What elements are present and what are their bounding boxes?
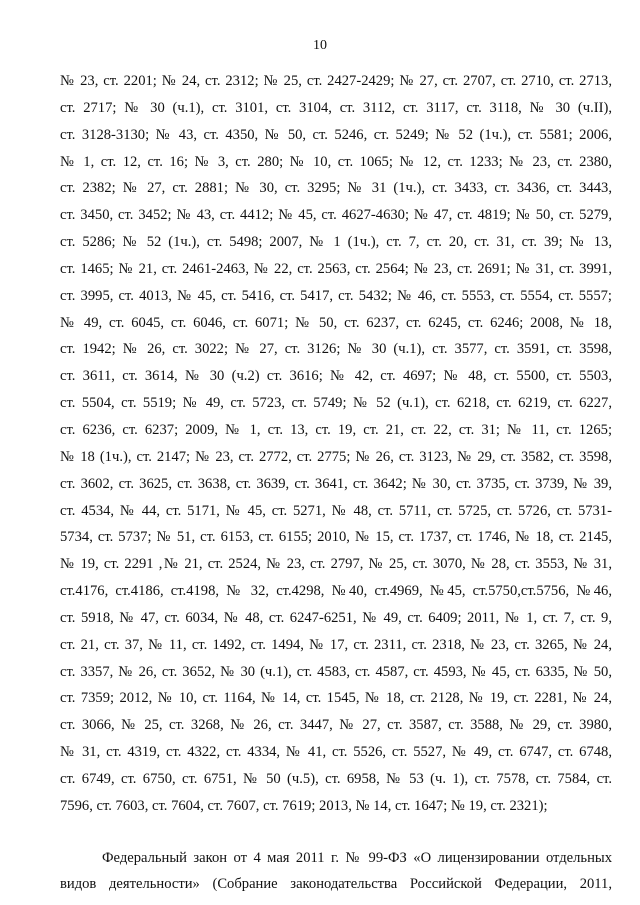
text-line: № 49, ст. 6045, ст. 6046, ст. 6071; № 50, ст. 6237, ст. 6245, ст. 6246; 2008, № 18,	[60, 314, 612, 331]
text-line: ст. 3611, ст. 3614, № 30 (ч.2) ст. 3616; № 42, ст. 4697; № 48, ст. 5500, ст. 5503,	[60, 368, 612, 385]
text-line: № 1, ст. 12, ст. 16; № 3, ст. 280; № 10, ст. 1065; № 12, ст. 1233; № 23, ст. 2380,	[60, 153, 612, 170]
text-line: ст. 21, ст. 37, № 11, ст. 1492, ст. 1494, № 17, ст. 2311, ст. 2318, № 23, ст. 3265, № 24,	[60, 636, 612, 653]
text-line: № 31, ст. 4319, ст. 4322, ст. 4334, № 41, ст. 5526, ст. 5527, № 49, ст. 6747, ст. 6748,	[60, 744, 612, 761]
text-line: ст. 2382; № 27, ст. 2881; № 30, ст. 3295; № 31 (1ч.), ст. 3433, ст. 3436, ст. 3443,	[60, 180, 612, 197]
text-line: ст. 4534, № 44, ст. 5171, № 45, ст. 5271, № 48, ст. 5711, ст. 5725, ст. 5726, ст. 5731-	[60, 502, 612, 519]
text-line: ст. 6749, ст. 6750, ст. 6751, № 50 (ч.5), ст. 6958, № 53 (ч. 1), ст. 7578, ст. 7584, ст.	[60, 770, 612, 787]
text-line: ст. 3066, № 25, ст. 3268, № 26, ст. 3447, № 27, ст. 3587, ст. 3588, № 29, ст. 3980,	[60, 717, 612, 734]
document-body	[60, 68, 612, 898]
text-line: ст. 5504, ст. 5519; № 49, ст. 5723, ст. 5749; № 52 (ч.1), ст. 6218, ст. 6219, ст. 6227,	[60, 395, 612, 412]
law-paragraph	[60, 845, 612, 899]
text-line: ст. 3357, № 26, ст. 3652, № 30 (ч.1), ст. 4583, ст. 4587, ст. 4593, № 45, ст. 6335, № 50,	[60, 663, 612, 680]
citation-paragraph	[60, 68, 612, 820]
text-line: № 18 (1ч.), ст. 2147; № 23, ст. 2772, ст. 2775; № 26, ст. 3123, № 29, ст. 3582, ст. 3598,	[60, 448, 612, 465]
text-line: ст. 1465; № 21, ст. 2461-2463, № 22, ст. 2563, ст. 2564; № 23, ст. 2691; № 31, ст. 3991,	[60, 260, 612, 277]
text-line: № 23, ст. 2201; № 24, ст. 2312; № 25, ст. 2427-2429; № 27, ст. 2707, ст. 2710, ст. 2713,	[60, 73, 612, 89]
text-line: ст. 2717; № 30 (ч.1), ст. 3101, ст. 3104, ст. 3112, ст. 3117, ст. 3118, № 30 (ч.II),	[60, 99, 612, 116]
text-line: Федеральный закон от 4 мая 2011 г. № 99-ФЗ «О лицензировании отдельных	[102, 849, 612, 866]
text-line: № 19, ст. 2291 ,№ 21, ст. 2524, № 23, ст. 2797, № 25, ст. 3070, № 28, ст. 3553, № 31,	[60, 556, 612, 573]
text-line: ст. 3602, ст. 3625, ст. 3638, ст. 3639, ст. 3641, ст. 3642; № 30, ст. 3735, ст. 3739, № 39,	[60, 475, 612, 492]
text-line: видов деятельности» (Собрание законодательства Российской Федерации, 2011,	[60, 876, 612, 893]
text-line: 5734, ст. 5737; № 51, ст. 6153, ст. 6155; 2010, № 15, ст. 1737, ст. 1746, № 18, ст. 2145,	[60, 529, 612, 546]
page-number: 10	[313, 38, 327, 53]
text-line: ст. 3995, ст. 4013, № 45, ст. 5416, ст. 5417, ст. 5432; № 46, ст. 5553, ст. 5554, ст. 5557;	[60, 287, 612, 304]
text-line: ст. 5286; № 52 (1ч.), ст. 5498; 2007, № 1 (1ч.), ст. 7, ст. 20, ст. 31, ст. 39; № 13,	[60, 234, 612, 251]
text-line: ст.4176, ст.4186, ст.4198, № 32, ст.4298, №40, ст.4969, №45, ст.5750,ст.5756, №46,	[60, 583, 612, 600]
paragraph-spacer	[60, 820, 612, 845]
text-line: 7596, ст. 7603, ст. 7604, ст. 7607, ст. 7619; 2013, № 14, ст. 1647; № 19, ст. 2321);	[60, 797, 548, 814]
text-line: ст. 3128-3130; № 43, ст. 4350, № 50, ст. 5246, ст. 5249; № 52 (1ч.), ст. 5581; 2006,	[60, 126, 612, 143]
text-line: ст. 7359; 2012, № 10, ст. 1164, № 14, ст. 1545, № 18, ст. 2128, № 19, ст. 2281, № 24,	[60, 690, 612, 707]
text-line: ст. 3450, ст. 3452; № 43, ст. 4412; № 45, ст. 4627-4630; № 47, ст. 4819; № 50, ст. 5279,	[60, 207, 612, 224]
text-line: ст. 6236, ст. 6237; 2009, № 1, ст. 13, ст. 19, ст. 21, ст. 22, ст. 31; № 11, ст. 1265;	[60, 421, 612, 438]
text-line: ст. 1942; № 26, ст. 3022; № 27, ст. 3126; № 30 (ч.1), ст. 3577, ст. 3591, ст. 3598,	[60, 341, 612, 358]
text-line: ст. 5918, № 47, ст. 6034, № 48, ст. 6247-6251, № 49, ст. 6409; 2011, № 1, ст. 7, ст. 9,	[60, 609, 612, 626]
